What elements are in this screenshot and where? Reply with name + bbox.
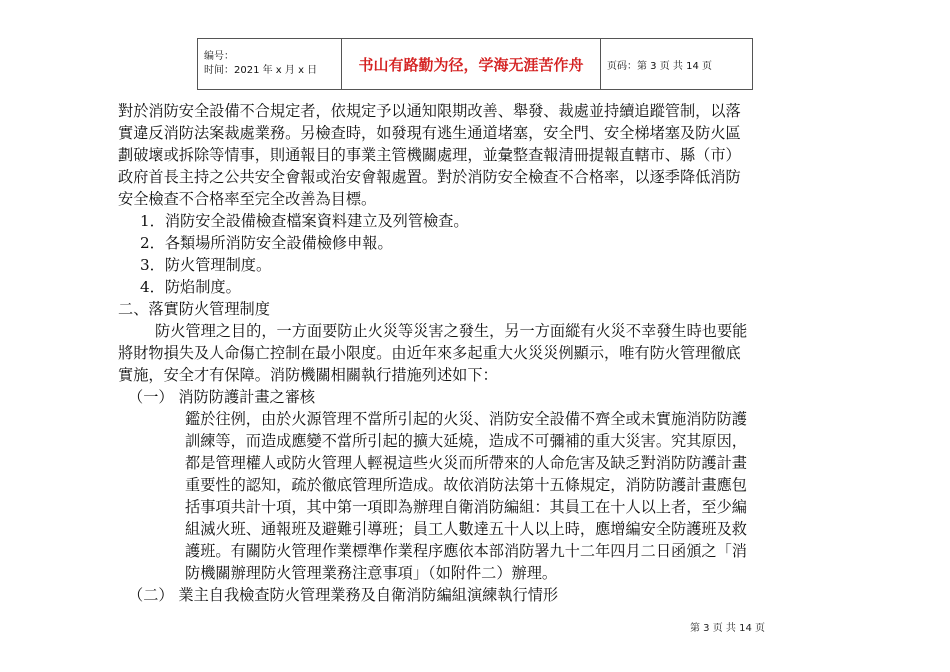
text-line: 防機關辦理防火管理業務注意事項」（如附件二）辦理。	[185, 564, 558, 582]
header-page-info: 页码：第 3 页 共 14 页	[601, 39, 753, 90]
text-line: 都是管理權人或防火管理人輕視這些火災而所帶來的人命危害及缺乏對消防防護計畫	[185, 454, 747, 472]
text-line: 護班。有關防火管理作業標準作業程序應依本部消防署九十二年四月二日函頒之「消	[185, 542, 747, 560]
text-line: 訓練等，而造成應變不當所引起的擴大延燒，造成不可彌補的重大災害。究其原因，	[185, 432, 747, 450]
subsection-heading: （二） 業主自我檢查防火管理業務及自衛消防編組演練執行情形	[128, 586, 559, 604]
text-line: 實施，安全才有保障。消防機關相關執行措施列述如下：	[118, 366, 498, 384]
list-item: 1．消防安全設備檢查檔案資料建立及列管檢查。	[140, 212, 469, 230]
text-line: 括事項共計十項，其中第一項即為辦理自衛消防編組：其員工在十人以上者，至少編	[185, 498, 747, 516]
number-label: 编号：	[204, 51, 234, 62]
header-meta-cell	[198, 39, 342, 90]
time-label: 时间：2021 年 x 月 x 日	[204, 65, 318, 76]
list-item: 2．各類場所消防安全設備檢修申報。	[140, 234, 393, 252]
subsection-heading: （一） 消防防護計畫之審核	[128, 388, 316, 406]
text-line: 安全檢查不合格率至完全改善為目標。	[118, 190, 377, 208]
section-heading: 二、落實防火管理制度	[118, 300, 270, 318]
text-line: 組滅火班、通報班及避難引導班；員工人數達五十人以上時，應增編安全防護班及救	[185, 520, 747, 538]
list-item: 3．防火管理制度。	[140, 256, 272, 274]
text-line: 重要性的認知，疏於徹底管理所造成。故依消防法第十五條規定，消防防護計畫應包	[185, 476, 747, 494]
page-footer: 第 3 页 共 14 页	[690, 623, 765, 634]
text-line: 實違反消防法案裁處業務。另檢查時，如發現有逃生通道堵塞，安全門、安全梯堵塞及防火區	[118, 124, 741, 142]
text-line: 政府首長主持之公共安全會報或治安會報處置。對於消防安全檢查不合格率，以逐季降低消防	[118, 168, 741, 186]
text-line: 鑑於往例，由於火源管理不當所引起的火災、消防安全設備不齊全或未實施消防防護	[185, 410, 747, 428]
motto-text: 书山有路勤为径，学海无涯苦作舟	[358, 55, 584, 74]
text-line: 劃破壞或拆除等情事，則通報目的事業主管機關處理，並彙整查報清冊提報直轄市、縣（市）	[118, 146, 741, 164]
text-line: 將財物損失及人命傷亡控制在最小限度。由近年來多起重大火災災例顯示，唯有防火管理徹底	[118, 344, 741, 362]
header-table	[197, 38, 753, 90]
header-motto-cell	[342, 39, 601, 90]
list-item: 4．防焰制度。	[140, 278, 241, 296]
text-line: 防火管理之目的，一方面要防止火災等災害之發生，另一方面縱有火災不幸發生時也要能	[155, 322, 748, 340]
text-line: 對於消防安全設備不合規定者，依規定予以通知限期改善、舉發、裁處並持續追蹤管制，以落	[118, 102, 741, 120]
